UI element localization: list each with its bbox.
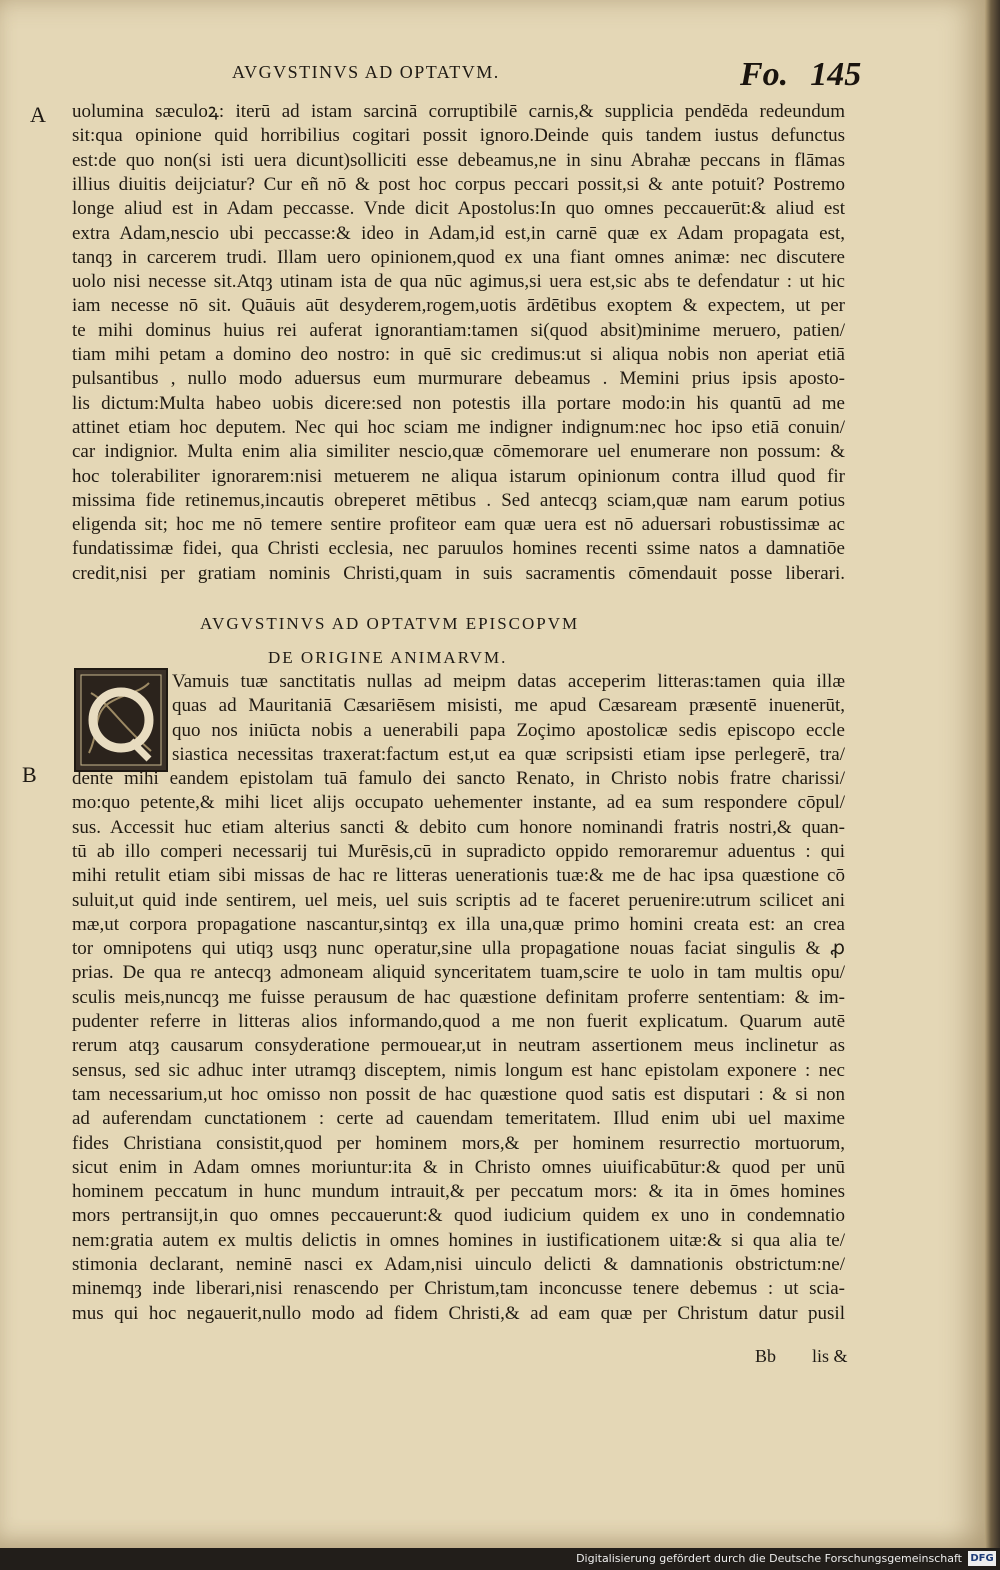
text-line: credit,nisi per gratiam nominis Christi,quam in suis sacramentis cōmendauit posse liberari. — [72, 562, 845, 584]
text-line: tam necessarium,ut hoc omisso non possit de hac quæstione quod satis est disputari : & si non — [72, 1083, 845, 1105]
text-line: mæ,ut corpora propagatione nascantur,sintqȝ ex illa una,quæ primo homini creata est: an crea — [72, 913, 845, 935]
text-line: sculis meis,nuncqȝ me fuisse perausum de hac quæstione definitam proferre sententiam: & im- — [72, 986, 845, 1008]
text-line: sicut enim in Adam omnes moriuntur:ita & in Christo omnes uiuificabūtur:& quod per unū — [72, 1156, 845, 1178]
text-line: sensus, sed sic adhuc inter utramqȝ disceptem, nimis longum est hanc epistolam exponere : nec — [72, 1059, 845, 1081]
text-line: hoc tolerabiliter ignorarem:nisi metuerem ne aliqua istarum opinionum contra illud quod fir — [72, 465, 845, 487]
folio-value: 145 — [810, 56, 862, 93]
text-line: rerum atqȝ causarum consyderatione permouear,ut in neutram assertionem meus inclinetur as — [72, 1035, 845, 1057]
text-line: dente mihi eandem epistolam tuā famulo dei sancto Renato, in Christo nobis fratre charissi/ — [72, 768, 845, 789]
text-line: missima fide retinemus,incautis obreperet mētibus . Sed antecqȝ sciam,quæ nam earum potius — [72, 489, 845, 511]
text-line: ad auferendam cunctationem : certe ad cauendam temeritatem. Illud enim ubi uel maxime — [72, 1108, 845, 1130]
text-line: te mihi dominus huius rei auferat ignorantiam:tamen si(quod absit)minime meruero, patien/ — [72, 319, 845, 341]
text-line: iam necesse nō sit. Quāuis aūt desyderem,rogem,uotis ārdētibus exoptem & expectem, ut per — [72, 295, 845, 317]
text-line: pulsantibus , nullo modo aduersus eum murmurare debeamus . Memini prius ipsis aposto- — [72, 368, 845, 390]
text-line: fides Christiana consistit,quod per hominem mors,& per hominem resurrectio mortuorum, — [72, 1132, 845, 1154]
text-line: extra Adam,nescio ubi peccasse:& ideo in Adam,id est,in carnē quæ ex Adam propagata est, — [72, 222, 845, 244]
text-line: est:de quo non(si isti uera dicunt)solliciti esse debeamus,ne in sinu Abrahæ peccans in flāmas — [72, 149, 845, 171]
text-line: Vamuis tuæ sanctitatis nullas ad meipm datas acceperim litteras:tamen quia illæ — [172, 671, 845, 692]
text-line: prias. De qua re antecqȝ admoneam aliquid synceritatem tuam,scire te uolo in tam multis opu/ — [72, 962, 845, 984]
text-line: uolumina sæculoꝝ: iterū ad istam sarcinā corruptibilē carnis,& supplicia pendēda redeundum — [72, 101, 845, 122]
text-line: tanqȝ in carcerem trudi. Illam uero opinionem,quod ex una fiant omnes animæ: nec discutere — [72, 246, 845, 268]
funding-note: Digitalisierung gefördert durch die Deutsche Forschungsgemeinschaft — [576, 1552, 962, 1565]
text-line: siastica necessitas traxerat:factum est,ut ea quæ scripsisti etiam ipse perlegerē, tra/ — [172, 743, 845, 765]
text-line: longe aliud est in Adam peccasse. Vnde dicit Apostolus:In quo omnes peccauerūt:& aliud est — [72, 198, 845, 220]
folio-number — [740, 56, 861, 94]
text-line: attinet etiam hoc deputem. Nec qui hoc sciam me indigner indignum:nec hoc ipso etiā conuin/ — [72, 416, 845, 438]
text-line: sus. Accessit huc etiam alterius sancti & debito cum honore nominandi fratris nostri,& quan- — [72, 816, 845, 838]
text-line: uolo nisi necesse sit.Atqȝ utinam ista de qua nūc agimus,si uera est,sic abs te defendatur : ut hic — [72, 271, 845, 293]
text-line: tor omnipotens qui utiqȝ usqȝ nunc operatur,sine ulla propagatione nouas faciat singulis & ꝓ — [72, 938, 845, 960]
page-edge — [985, 0, 1000, 1548]
margin-mark-a: A — [30, 102, 46, 127]
digitization-footer — [0, 1548, 1000, 1570]
text-line: quas ad Mauritaniā Cæsariēsem misisti, me apud Cæsaream præsentē inuenerūt, — [172, 695, 845, 717]
text-line: eligenda sit; hoc me nō temere sentire profiteor eam quæ uera est nō aduersari robustissimæ ac — [72, 514, 845, 536]
text-line: tiam mihi petam a domino deo nostro: in quē sic credimus:ut si aliqua nobis non aperiat etiā — [72, 344, 845, 365]
text-line: mors pertransijt,in quo omnes peccauerunt:& quod iudicium quidem ex uno in condemnatio — [72, 1205, 845, 1227]
text-line: tū ab illo comperi necessarij tui Murēsis,cū in supradicto oppido remoraremur aduentus : qui — [72, 840, 845, 862]
text-line: quo nos iniūcta nobis a uenerabili papa Zoçimo apostolicæ sedis episcopo eccle — [172, 719, 845, 741]
text-line: illius diuitis deijciatur? Cur eñ nō & post hoc corpus peccari possit,si & ante potuit? Postremo — [72, 173, 845, 195]
running-head: AVGVSTINVS AD OPTATVM. — [232, 62, 500, 82]
text-line: sit:qua opinione quid horribilius cogitari possit ignoro.Deinde quis tandem iustus defunctus — [72, 125, 845, 147]
text-line: stimonia declarant, neminē nasci ex Adam,nisi uinculo delicti & damnationis obstrictum:ne/ — [72, 1254, 845, 1275]
text-line: fundatissimæ fidei, qua Christi ecclesia, nec paruulos homines recenti ssime natos a damnatiōe — [72, 538, 845, 560]
text-line: mo:quo petente,& mihi licet alijs occupato uehementer instante, ad ea sum respondere cōpul/ — [72, 792, 845, 814]
folio-prefix: Fo. — [740, 56, 789, 93]
text-line: mus qui hoc negauerit,nullo modo ad fidem Christi,& ad eam quæ per Christum datur pusil — [72, 1302, 845, 1324]
margin-mark-b: B — [22, 762, 37, 787]
text-line: mihi retulit etiam sibi missas de hac re litteras uenerationis tuæ:& me de hac ipsa quæstione cō — [72, 865, 845, 887]
text-line: suluit,ut quid inde sentirem, uel meis, uel suis scriptis ad te faceret peruenire:utrum scilicet ani — [72, 889, 845, 911]
text-line: car indignior. Multa enim alia similiter nescio,quæ cōmemorare uel enumerare non possum: & — [72, 441, 845, 463]
decorated-initial — [74, 668, 168, 772]
dfg-logo: DFG — [968, 1551, 996, 1566]
text-line: minemqȝ inde liberari,nisi renascendo per Christum,tam inconcusse tenere debemus : ut scia- — [72, 1278, 845, 1300]
catchword: lis & — [812, 1346, 848, 1366]
signature-mark: Bb — [755, 1346, 777, 1366]
text-line: hominem peccatum in hunc mundum intrauit,& per peccatum mors: & ita in ōmes homines — [72, 1181, 845, 1203]
section-title-line-1: AVGVSTINVS AD OPTATVM EPISCOPVM — [200, 614, 580, 633]
text-line: nem:gratia autem ex multis delictis in omnes homines in iustificationem uitæ:& si qua alia te/ — [72, 1229, 845, 1251]
decorated-initial-ornament-icon — [79, 673, 163, 767]
text-line: pudenter referre in litteras alios informando,quod a me non fuerit explicatum. Quarum autē — [72, 1011, 845, 1032]
text-line: lis dictum:Multa habeo uobis dicere:sed non potestis illa portare modo:in his quantū ad me — [72, 392, 845, 414]
section-title-line-2: DE ORIGINE ANIMARVM. — [268, 648, 508, 667]
